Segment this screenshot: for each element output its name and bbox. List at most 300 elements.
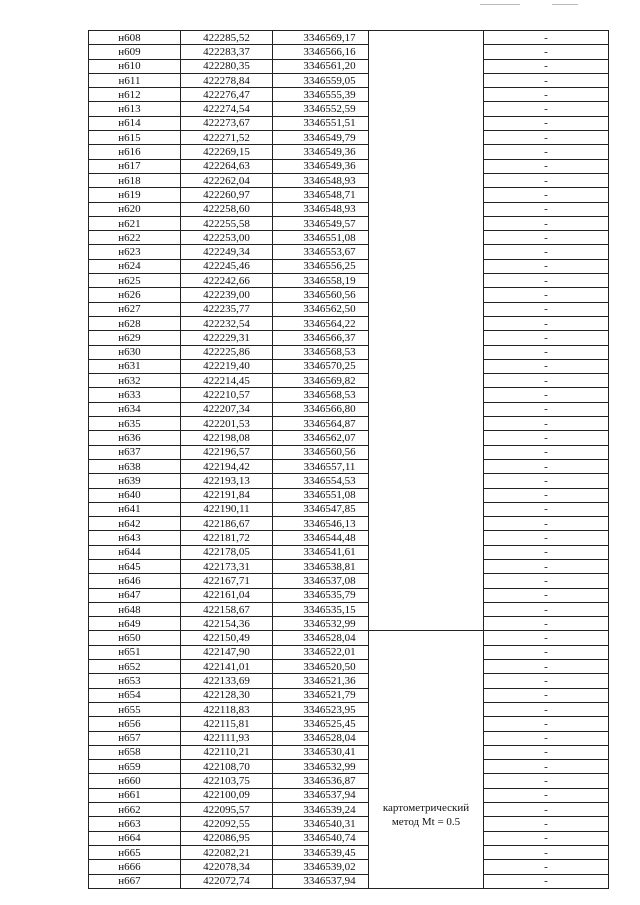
x-coordinate-cell: 422278,84 (181, 73, 273, 87)
accuracy-cell: - (484, 645, 609, 659)
table-row (89, 760, 609, 774)
accuracy-cell: - (484, 431, 609, 445)
table-row (89, 874, 609, 888)
table-row (89, 245, 609, 259)
point-number-cell: н667 (89, 874, 181, 888)
x-coordinate-cell: 422082,21 (181, 845, 273, 859)
point-number-cell: н613 (89, 102, 181, 116)
table-row (89, 374, 609, 388)
x-coordinate-cell: 422194,42 (181, 459, 273, 473)
x-coordinate-cell: 422242,66 (181, 274, 273, 288)
x-coordinate-cell: 422115,81 (181, 717, 273, 731)
point-number-cell: н629 (89, 331, 181, 345)
y-coordinate-cell: 3346522,01 (273, 645, 369, 659)
accuracy-cell: - (484, 173, 609, 187)
x-coordinate-cell: 422264,63 (181, 159, 273, 173)
x-coordinate-cell: 422269,15 (181, 145, 273, 159)
x-coordinate-cell: 422273,67 (181, 116, 273, 130)
point-number-cell: н631 (89, 359, 181, 373)
x-coordinate-cell: 422086,95 (181, 831, 273, 845)
y-coordinate-cell: 3346544,48 (273, 531, 369, 545)
point-number-cell: н621 (89, 216, 181, 230)
y-coordinate-cell: 3346558,19 (273, 274, 369, 288)
accuracy-cell: - (484, 817, 609, 831)
accuracy-cell: - (484, 545, 609, 559)
y-coordinate-cell: 3346564,22 (273, 316, 369, 330)
y-coordinate-cell: 3346554,53 (273, 474, 369, 488)
table-row (89, 145, 609, 159)
accuracy-cell: - (484, 188, 609, 202)
point-number-cell: н639 (89, 474, 181, 488)
table-row (89, 531, 609, 545)
x-coordinate-cell: 422274,54 (181, 102, 273, 116)
point-number-cell: н653 (89, 674, 181, 688)
table-row (89, 173, 609, 187)
table-row (89, 645, 609, 659)
point-number-cell: н658 (89, 745, 181, 759)
accuracy-cell: - (484, 860, 609, 874)
x-coordinate-cell: 422108,70 (181, 760, 273, 774)
accuracy-cell: - (484, 359, 609, 373)
table-row (89, 202, 609, 216)
point-number-cell: н646 (89, 574, 181, 588)
table-row (89, 488, 609, 502)
x-coordinate-cell: 422128,30 (181, 688, 273, 702)
table-row (89, 831, 609, 845)
x-coordinate-cell: 422235,77 (181, 302, 273, 316)
point-number-cell: н661 (89, 788, 181, 802)
y-coordinate-cell: 3346556,25 (273, 259, 369, 273)
x-coordinate-cell: 422167,71 (181, 574, 273, 588)
table-row (89, 674, 609, 688)
table-row (89, 860, 609, 874)
point-number-cell: н659 (89, 760, 181, 774)
y-coordinate-cell: 3346539,24 (273, 803, 369, 817)
y-coordinate-cell: 3346555,39 (273, 88, 369, 102)
accuracy-cell: - (484, 231, 609, 245)
point-number-cell: н644 (89, 545, 181, 559)
point-number-cell: н619 (89, 188, 181, 202)
method-cell (369, 31, 484, 631)
scan-artifact (552, 4, 578, 5)
x-coordinate-cell: 422100,09 (181, 788, 273, 802)
x-coordinate-cell: 422245,46 (181, 259, 273, 273)
x-coordinate-cell: 422258,60 (181, 202, 273, 216)
accuracy-cell: - (484, 760, 609, 774)
coordinates-table-body (89, 31, 609, 889)
y-coordinate-cell: 3346561,20 (273, 59, 369, 73)
y-coordinate-cell: 3346537,94 (273, 788, 369, 802)
point-number-cell: н608 (89, 31, 181, 45)
point-number-cell: н664 (89, 831, 181, 845)
y-coordinate-cell: 3346549,36 (273, 159, 369, 173)
table-row (89, 288, 609, 302)
y-coordinate-cell: 3346557,11 (273, 459, 369, 473)
y-coordinate-cell: 3346539,45 (273, 845, 369, 859)
accuracy-cell: - (484, 259, 609, 273)
accuracy-cell: - (484, 316, 609, 330)
accuracy-cell: - (484, 774, 609, 788)
accuracy-cell: - (484, 517, 609, 531)
accuracy-cell: - (484, 674, 609, 688)
table-row (89, 59, 609, 73)
y-coordinate-cell: 3346521,79 (273, 688, 369, 702)
point-number-cell: н638 (89, 459, 181, 473)
table-row (89, 688, 609, 702)
accuracy-cell: - (484, 702, 609, 716)
table-row (89, 545, 609, 559)
accuracy-cell: - (484, 474, 609, 488)
point-number-cell: н626 (89, 288, 181, 302)
accuracy-cell: - (484, 388, 609, 402)
y-coordinate-cell: 3346530,41 (273, 745, 369, 759)
y-coordinate-cell: 3346548,71 (273, 188, 369, 202)
point-number-cell: н614 (89, 116, 181, 130)
table-row (89, 617, 609, 631)
y-coordinate-cell: 3346520,50 (273, 660, 369, 674)
y-coordinate-cell: 3346547,85 (273, 502, 369, 516)
point-number-cell: н611 (89, 73, 181, 87)
x-coordinate-cell: 422078,34 (181, 860, 273, 874)
y-coordinate-cell: 3346551,08 (273, 231, 369, 245)
table-row (89, 574, 609, 588)
y-coordinate-cell: 3346548,93 (273, 173, 369, 187)
y-coordinate-cell: 3346562,07 (273, 431, 369, 445)
point-number-cell: н632 (89, 374, 181, 388)
table-row (89, 188, 609, 202)
point-number-cell: н637 (89, 445, 181, 459)
x-coordinate-cell: 422271,52 (181, 131, 273, 145)
point-number-cell: н657 (89, 731, 181, 745)
x-coordinate-cell: 422118,83 (181, 702, 273, 716)
x-coordinate-cell: 422232,54 (181, 316, 273, 330)
accuracy-cell: - (484, 374, 609, 388)
table-row (89, 116, 609, 130)
y-coordinate-cell: 3346540,31 (273, 817, 369, 831)
point-number-cell: н642 (89, 517, 181, 531)
table-row (89, 631, 609, 645)
table-row (89, 302, 609, 316)
accuracy-cell: - (484, 874, 609, 888)
accuracy-cell: - (484, 631, 609, 645)
point-number-cell: н635 (89, 417, 181, 431)
point-number-cell: н634 (89, 402, 181, 416)
point-number-cell: н625 (89, 274, 181, 288)
table-row (89, 131, 609, 145)
accuracy-cell: - (484, 31, 609, 45)
x-coordinate-cell: 422150,49 (181, 631, 273, 645)
x-coordinate-cell: 422092,55 (181, 817, 273, 831)
accuracy-cell: - (484, 288, 609, 302)
point-number-cell: н620 (89, 202, 181, 216)
x-coordinate-cell: 422225,86 (181, 345, 273, 359)
y-coordinate-cell: 3346560,56 (273, 288, 369, 302)
table-row (89, 502, 609, 516)
table-row (89, 345, 609, 359)
x-coordinate-cell: 422214,45 (181, 374, 273, 388)
accuracy-cell: - (484, 688, 609, 702)
y-coordinate-cell: 3346549,57 (273, 216, 369, 230)
y-coordinate-cell: 3346564,87 (273, 417, 369, 431)
table-row (89, 517, 609, 531)
accuracy-cell: - (484, 488, 609, 502)
x-coordinate-cell: 422229,31 (181, 331, 273, 345)
point-number-cell: н643 (89, 531, 181, 545)
accuracy-cell: - (484, 788, 609, 802)
point-number-cell: н663 (89, 817, 181, 831)
x-coordinate-cell: 422178,05 (181, 545, 273, 559)
point-number-cell: н640 (89, 488, 181, 502)
x-coordinate-cell: 422262,04 (181, 173, 273, 187)
y-coordinate-cell: 3346523,95 (273, 702, 369, 716)
accuracy-cell: - (484, 274, 609, 288)
accuracy-cell: - (484, 402, 609, 416)
point-number-cell: н665 (89, 845, 181, 859)
accuracy-cell: - (484, 159, 609, 173)
x-coordinate-cell: 422201,53 (181, 417, 273, 431)
x-coordinate-cell: 422111,93 (181, 731, 273, 745)
table-row (89, 474, 609, 488)
accuracy-cell: - (484, 831, 609, 845)
accuracy-cell: - (484, 445, 609, 459)
x-coordinate-cell: 422198,08 (181, 431, 273, 445)
y-coordinate-cell: 3346525,45 (273, 717, 369, 731)
y-coordinate-cell: 3346546,13 (273, 517, 369, 531)
point-number-cell: н630 (89, 345, 181, 359)
point-number-cell: н648 (89, 602, 181, 616)
table-row (89, 559, 609, 573)
y-coordinate-cell: 3346535,15 (273, 602, 369, 616)
table-row (89, 774, 609, 788)
accuracy-cell: - (484, 73, 609, 87)
table-row (89, 259, 609, 273)
accuracy-cell: - (484, 588, 609, 602)
accuracy-cell: - (484, 45, 609, 59)
y-coordinate-cell: 3346528,04 (273, 631, 369, 645)
accuracy-cell: - (484, 731, 609, 745)
point-number-cell: н649 (89, 617, 181, 631)
y-coordinate-cell: 3346552,59 (273, 102, 369, 116)
y-coordinate-cell: 3346569,17 (273, 31, 369, 45)
accuracy-cell: - (484, 102, 609, 116)
x-coordinate-cell: 422141,01 (181, 660, 273, 674)
x-coordinate-cell: 422147,90 (181, 645, 273, 659)
x-coordinate-cell: 422191,84 (181, 488, 273, 502)
point-number-cell: н645 (89, 559, 181, 573)
accuracy-cell: - (484, 59, 609, 73)
x-coordinate-cell: 422072,74 (181, 874, 273, 888)
coordinates-table (88, 30, 609, 889)
accuracy-cell: - (484, 417, 609, 431)
y-coordinate-cell: 3346570,25 (273, 359, 369, 373)
x-coordinate-cell: 422196,57 (181, 445, 273, 459)
point-number-cell: н660 (89, 774, 181, 788)
point-number-cell: н618 (89, 173, 181, 187)
table-row (89, 359, 609, 373)
point-number-cell: н633 (89, 388, 181, 402)
accuracy-cell: - (484, 88, 609, 102)
x-coordinate-cell: 422276,47 (181, 88, 273, 102)
y-coordinate-cell: 3346528,04 (273, 731, 369, 745)
table-row (89, 316, 609, 330)
table-row (89, 159, 609, 173)
y-coordinate-cell: 3346540,74 (273, 831, 369, 845)
x-coordinate-cell: 422207,34 (181, 402, 273, 416)
y-coordinate-cell: 3346549,79 (273, 131, 369, 145)
accuracy-cell: - (484, 803, 609, 817)
point-number-cell: н624 (89, 259, 181, 273)
accuracy-cell: - (484, 717, 609, 731)
accuracy-cell: - (484, 131, 609, 145)
table-row (89, 431, 609, 445)
x-coordinate-cell: 422253,00 (181, 231, 273, 245)
accuracy-cell: - (484, 145, 609, 159)
table-row (89, 602, 609, 616)
table-row (89, 745, 609, 759)
point-number-cell: н612 (89, 88, 181, 102)
x-coordinate-cell: 422210,57 (181, 388, 273, 402)
point-number-cell: н652 (89, 660, 181, 674)
table-row (89, 45, 609, 59)
y-coordinate-cell: 3346551,51 (273, 116, 369, 130)
accuracy-cell: - (484, 345, 609, 359)
y-coordinate-cell: 3346562,50 (273, 302, 369, 316)
y-coordinate-cell: 3346568,53 (273, 345, 369, 359)
table-row (89, 102, 609, 116)
table-row (89, 274, 609, 288)
accuracy-cell: - (484, 302, 609, 316)
table-row (89, 31, 609, 45)
accuracy-cell: - (484, 216, 609, 230)
point-number-cell: н615 (89, 131, 181, 145)
y-coordinate-cell: 3346551,08 (273, 488, 369, 502)
point-number-cell: н647 (89, 588, 181, 602)
accuracy-cell: - (484, 531, 609, 545)
y-coordinate-cell: 3346539,02 (273, 860, 369, 874)
point-number-cell: н655 (89, 702, 181, 716)
table-row (89, 445, 609, 459)
x-coordinate-cell: 422173,31 (181, 559, 273, 573)
scan-artifact (480, 4, 520, 5)
table-row (89, 845, 609, 859)
accuracy-cell: - (484, 559, 609, 573)
y-coordinate-cell: 3346535,79 (273, 588, 369, 602)
point-number-cell: н622 (89, 231, 181, 245)
y-coordinate-cell: 3346537,08 (273, 574, 369, 588)
table-row (89, 73, 609, 87)
y-coordinate-cell: 3346549,36 (273, 145, 369, 159)
point-number-cell: н656 (89, 717, 181, 731)
y-coordinate-cell: 3346553,67 (273, 245, 369, 259)
accuracy-cell: - (484, 459, 609, 473)
y-coordinate-cell: 3346536,87 (273, 774, 369, 788)
table-row (89, 660, 609, 674)
x-coordinate-cell: 422249,34 (181, 245, 273, 259)
y-coordinate-cell: 3346566,80 (273, 402, 369, 416)
point-number-cell: н610 (89, 59, 181, 73)
table-row (89, 588, 609, 602)
table-row (89, 402, 609, 416)
x-coordinate-cell: 422255,58 (181, 216, 273, 230)
point-number-cell: н617 (89, 159, 181, 173)
table-row (89, 702, 609, 716)
x-coordinate-cell: 422110,21 (181, 745, 273, 759)
point-number-cell: н623 (89, 245, 181, 259)
point-number-cell: н628 (89, 316, 181, 330)
x-coordinate-cell: 422280,35 (181, 59, 273, 73)
accuracy-cell: - (484, 617, 609, 631)
x-coordinate-cell: 422158,67 (181, 602, 273, 616)
y-coordinate-cell: 3346521,36 (273, 674, 369, 688)
y-coordinate-cell: 3346538,81 (273, 559, 369, 573)
table-row (89, 731, 609, 745)
x-coordinate-cell: 422154,36 (181, 617, 273, 631)
accuracy-cell: - (484, 502, 609, 516)
table-row (89, 803, 609, 817)
x-coordinate-cell: 422190,11 (181, 502, 273, 516)
table-row (89, 216, 609, 230)
y-coordinate-cell: 3346532,99 (273, 760, 369, 774)
x-coordinate-cell: 422283,37 (181, 45, 273, 59)
x-coordinate-cell: 422161,04 (181, 588, 273, 602)
table-row (89, 388, 609, 402)
accuracy-cell: - (484, 660, 609, 674)
accuracy-cell: - (484, 574, 609, 588)
point-number-cell: н641 (89, 502, 181, 516)
y-coordinate-cell: 3346537,94 (273, 874, 369, 888)
accuracy-cell: - (484, 245, 609, 259)
x-coordinate-cell: 422260,97 (181, 188, 273, 202)
point-number-cell: н651 (89, 645, 181, 659)
table-row (89, 417, 609, 431)
table-row (89, 231, 609, 245)
point-number-cell: н650 (89, 631, 181, 645)
table-row (89, 817, 609, 831)
y-coordinate-cell: 3346566,16 (273, 45, 369, 59)
accuracy-cell: - (484, 202, 609, 216)
x-coordinate-cell: 422103,75 (181, 774, 273, 788)
table-row (89, 788, 609, 802)
accuracy-cell: - (484, 116, 609, 130)
y-coordinate-cell: 3346559,05 (273, 73, 369, 87)
point-number-cell: н609 (89, 45, 181, 59)
table-row (89, 88, 609, 102)
accuracy-cell: - (484, 602, 609, 616)
accuracy-cell: - (484, 331, 609, 345)
point-number-cell: н666 (89, 860, 181, 874)
x-coordinate-cell: 422095,57 (181, 803, 273, 817)
y-coordinate-cell: 3346560,56 (273, 445, 369, 459)
y-coordinate-cell: 3346569,82 (273, 374, 369, 388)
point-number-cell: н654 (89, 688, 181, 702)
x-coordinate-cell: 422186,67 (181, 517, 273, 531)
method-cell: картометрический метод Mt = 0.5 (369, 631, 484, 888)
y-coordinate-cell: 3346568,53 (273, 388, 369, 402)
x-coordinate-cell: 422239,00 (181, 288, 273, 302)
x-coordinate-cell: 422285,52 (181, 31, 273, 45)
accuracy-cell: - (484, 745, 609, 759)
y-coordinate-cell: 3346566,37 (273, 331, 369, 345)
y-coordinate-cell: 3346541,61 (273, 545, 369, 559)
point-number-cell: н636 (89, 431, 181, 445)
point-number-cell: н662 (89, 803, 181, 817)
table-row (89, 331, 609, 345)
x-coordinate-cell: 422181,72 (181, 531, 273, 545)
table-row (89, 459, 609, 473)
x-coordinate-cell: 422193,13 (181, 474, 273, 488)
y-coordinate-cell: 3346548,93 (273, 202, 369, 216)
x-coordinate-cell: 422133,69 (181, 674, 273, 688)
